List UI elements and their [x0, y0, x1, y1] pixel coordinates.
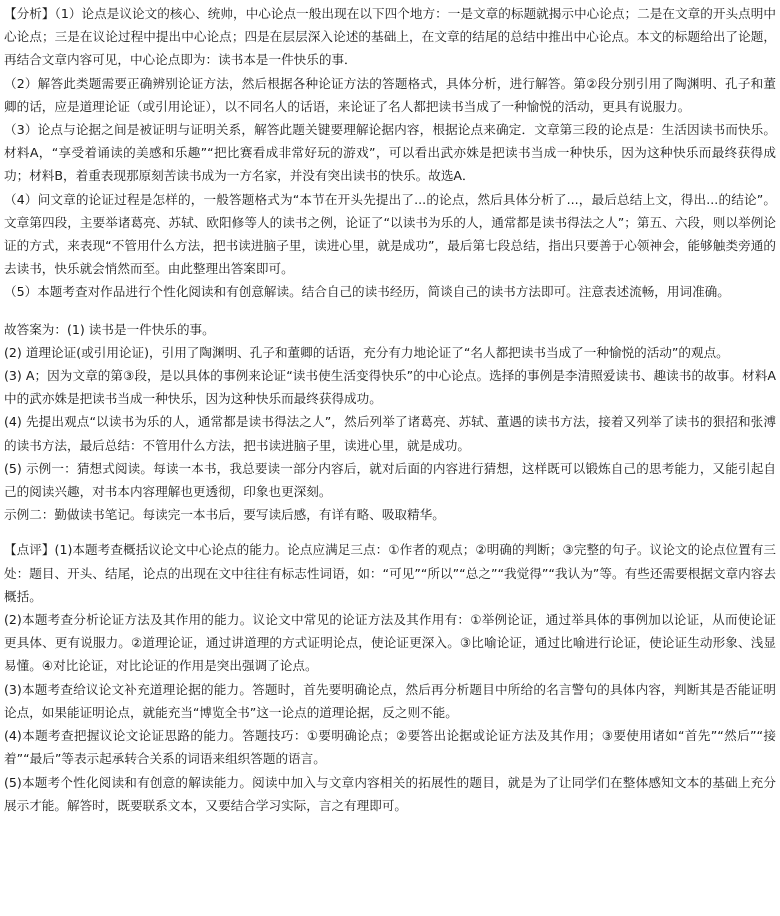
analysis-paragraph-2: （2）解答此类题需要正确辨别论证方法，然后根据各种论证方法的答题格式，具体分析，进行解答。第②段分别引用了陶渊明、孔子和董卿的话，应是道理论证（或引用论证），以不同名人的话语，来论证了名人都把读书当成了一种愉悦的活动，更具有说服力。 — [4, 75, 776, 114]
answer-line-2: (2) 道理论证(或引用论证)，引用了陶渊明、孔子和董卿的话语，充分有力地论证了“名人都把读书当成了一种愉悦的活动”的观点。 — [4, 344, 729, 360]
comment-paragraph-1: 【点评】(1)本题考查概括议论文中心论点的能力。论点应满足三点：①作者的观点；②明确的判断；③完整的句子。议论文的论点位置有三处：题目、开头、结尾，论点的出现在文中往往有标志性词语，如：“可见”“所以”“总之”“我觉得”“我认为”等。有些还需要根据文章内容去概括。 — [4, 542, 776, 604]
analysis-paragraph-1: 【分析】（1）论点是议论文的核心、统帅，中心论点一般出现在以下四个地方：一是文章的标题就揭示中心论点；二是在文章的开头点明中心论点；三是在议论过程中提出中心论点；四是在层层深入论述的基础上，在文章的结尾的总结中推出中心论点。本文的标题给出了论题，再结合文章内容可见，中心论点即为：读书本是一件快乐的事． — [4, 6, 776, 68]
section-gap — [4, 526, 776, 538]
answer-line-3: (3) A；因为文章的第③段，是以具体的事例来论证“读书使生活变得快乐”的中心论点。选择的事例是李清照爱读书、趣读书的故事。材料A中的武亦姝是把读书当成一种快乐，因为这种快乐而最终获得成功。 — [4, 368, 776, 407]
answer-line-4: (4) 先提出观点“以读书为乐的人，通常都是读书得法之人”，然后列举了诸葛亮、苏轼、董遇的读书方法，接着又列举了读书的狠招和张溥的读书方法，最后总结：不管用什么方法，把书读进脑子里，读进心里，就是成功。 — [4, 414, 776, 453]
answer-line-5: (5) 示例一：猜想式阅读。每读一本书，我总要读一部分内容后，就对后面的内容进行猜想，这样既可以锻炼自己的思考能力，又能引起自己的阅读兴趣，对书本内容理解也更透彻，印象也更深刻。 — [4, 460, 776, 500]
analysis-paragraph-3: （3）论点与论据之间是被证明与证明关系，解答此题关键要理解论据内容，根据论点来确定．文章第三段的论点是：生活因读书而快乐。材料A，“享受着诵读的美感和乐趣”“把比赛看成非常好玩的游戏”，可以看出武亦姝是把读书当成一种快乐，因为这种快乐而最终获得成功；材料B，着重表现那原刻苦读书成为一方名家，并没有突出读书的快乐。故选A． — [4, 122, 776, 184]
section-gap — [4, 304, 776, 318]
analysis-paragraph-5: （5）本题考查对作品进行个性化阅读和有创意解读。结合自己的读书经历，简谈自己的读书方法即可。注意表述流畅，用词准确。 — [4, 284, 730, 300]
comment-paragraph-5: (5)本题考个性化阅读和有创意的解读能力。阅读中加入与文章内容相关的拓展性的题目，就是为了让同学们在整体感知文本的基础上充分展示才能。解答时，既要联系文本，又要结合学习实际，言之有理即可。 — [4, 774, 776, 813]
analysis-section — [4, 2, 776, 304]
answer-line-1: 故答案为：(1) 读书是一件快乐的事。 — [4, 321, 215, 337]
comment-paragraph-2: (2)本题考查分析论证方法及其作用的能力。议论文中常见的论证方法及其作用有：①举例论证，通过举具体的事例加以论证，从而使论证更具体、更有说服力。②道理论证，通过讲道理的方式证明论点，使论证更深入。③比喻论证，通过比喻进行论证，使论证生动形象、浅显易懂。④对比论证，对比论证的作用是突出强调了论点。 — [4, 612, 776, 674]
comment-section — [4, 538, 776, 816]
answer-section — [4, 318, 776, 527]
analysis-paragraph-4: （4）问文章的论证过程是怎样的，一般答题格式为“本节在开头先提出了...的论点，然后具体分析了...，最后总结上文，得出...的结论”。文章第四段，主要举诸葛亮、苏轼、欧阳修等人的读书之例，论证了“以读书为乐的人，通常都是读书得法之人”；第五、六段，则以举例论证的方式，来表现“不管用什么方法，把书读进脑子里，读进心里，就是成功”，最后第七段总结，指出只要善于心领神会，能够触类旁通的去读书，快乐就会悄然而至。由此整理出答案即可。 — [4, 191, 776, 277]
comment-paragraph-3: (3)本题考查给议论文补充道理论据的能力。答题时，首先要明确论点，然后再分析题目中所给的名言警句的具体内容，判断其是否能证明论点，如果能证明论点，就能充当“博览全书”这一论点的道理论据，反之则不能。 — [4, 681, 776, 720]
comment-paragraph-4: (4)本题考查把握议论文论证思路的能力。答题技巧：①要明确论点；②要答出论据或论证方法及其作用；③要使用诸如“首先”“然后”“接着”“最后”等表示起承转合关系的词语来组织答题的语言。 — [4, 728, 776, 767]
answer-line-6: 示例二：勤做读书笔记。每读完一本书后，要写读后感，有详有略、吸取精华。 — [4, 507, 445, 523]
